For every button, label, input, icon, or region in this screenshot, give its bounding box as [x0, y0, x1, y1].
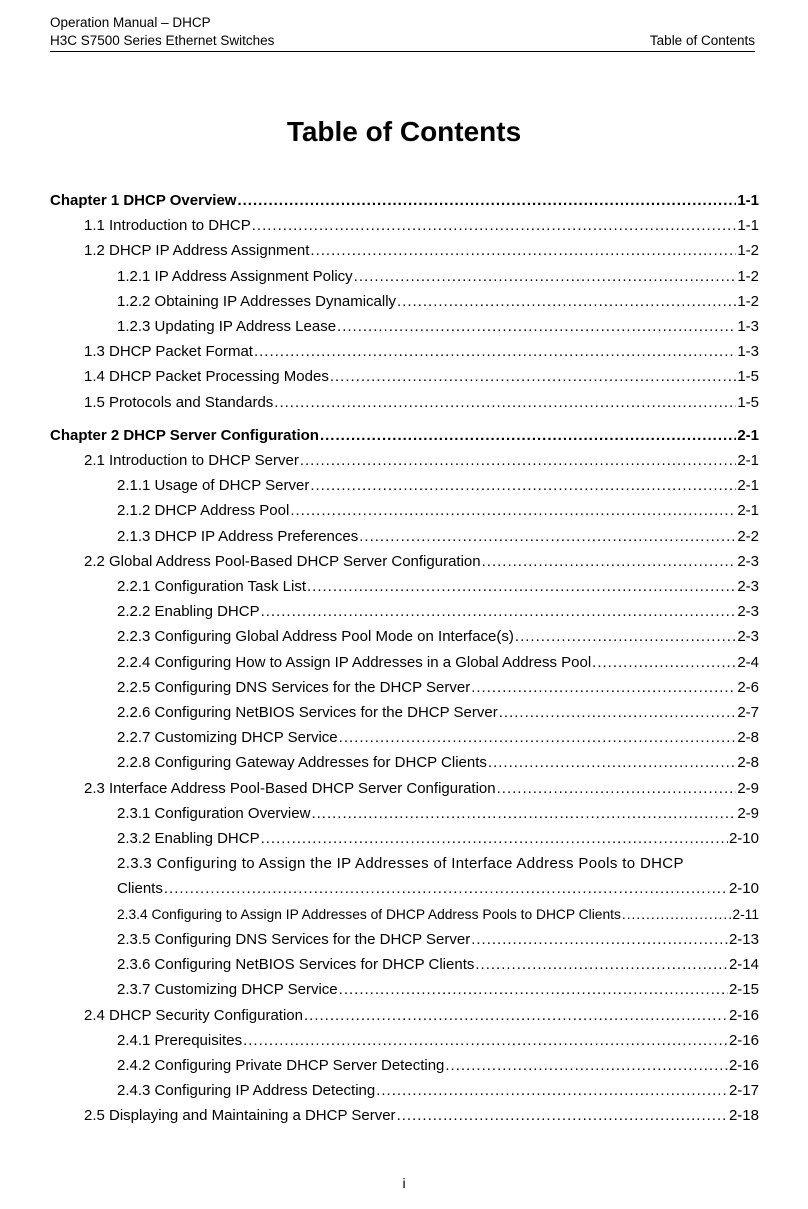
- toc-page-number: 1-5: [737, 393, 759, 411]
- toc-dot-leader: [376, 1078, 728, 1103]
- toc-page-number: 2-1: [737, 452, 759, 470]
- toc-page-number: 2-9: [737, 779, 759, 797]
- toc-entry[interactable]: [50, 1103, 759, 1128]
- toc-dot-leader: [311, 801, 736, 826]
- toc-page-number: 2-3: [737, 603, 759, 621]
- toc-page-number: 2-16: [728, 1031, 759, 1049]
- toc-page-number: 2-11: [732, 906, 759, 922]
- toc-entry-label: 2.3.2 Enabling DHCP: [117, 830, 260, 848]
- toc-entry[interactable]: [50, 289, 759, 314]
- toc-dot-leader: [320, 423, 736, 448]
- toc-entry-label: 2.4.1 Prerequisites: [117, 1031, 243, 1049]
- toc-dot-leader: [304, 1003, 728, 1028]
- toc-dot-leader: [497, 776, 737, 801]
- toc-entry[interactable]: [50, 448, 759, 473]
- toc-entry[interactable]: [50, 1028, 759, 1053]
- toc-page-number: 2-16: [728, 1006, 759, 1024]
- toc-entry[interactable]: [50, 574, 759, 599]
- toc-entry-label: 1.2.3 Updating IP Address Lease: [117, 318, 337, 336]
- toc-entry[interactable]: [50, 314, 759, 339]
- toc-page-number: 1-2: [737, 292, 759, 310]
- page-header: [50, 14, 755, 50]
- toc-dot-leader: [330, 364, 736, 389]
- toc-entry[interactable]: [50, 750, 759, 775]
- toc-entry-label: Chapter 2 DHCP Server Configuration: [50, 426, 319, 444]
- toc-entry[interactable]: [50, 473, 759, 498]
- toc-entry-label: 2.1 Introduction to DHCP Server: [84, 452, 299, 470]
- toc-entry[interactable]: [50, 364, 759, 389]
- page-number: i: [402, 1175, 406, 1191]
- toc-page-number: 2-9: [737, 804, 759, 822]
- toc-entry-label: 2.2.1 Configuration Task List: [117, 578, 307, 596]
- toc-entry-label: Clients: [117, 880, 163, 898]
- toc-entry[interactable]: [50, 1003, 759, 1028]
- toc-page-number: 1-3: [737, 343, 759, 361]
- toc-dot-leader: [164, 876, 728, 901]
- toc-dot-leader: [261, 826, 728, 851]
- toc-entry-label: 2.2.8 Configuring Gateway Addresses for DHCP Clients: [117, 754, 487, 772]
- toc-entry[interactable]: [50, 390, 759, 415]
- toc-entry-label: 1.3 DHCP Packet Format: [84, 343, 253, 361]
- page-title: Table of Contents: [286, 116, 522, 147]
- toc-dot-leader: [300, 448, 736, 473]
- toc-entry-label: 2.1.2 DHCP Address Pool: [117, 502, 290, 520]
- toc-entry-label: 2.1.3 DHCP IP Address Preferences: [117, 527, 359, 545]
- toc-page-number: 2-8: [737, 754, 759, 772]
- toc-page-number: 2-4: [737, 653, 759, 671]
- header-manual-title: Operation Manual – DHCP: [50, 15, 211, 30]
- toc-dot-leader: [274, 390, 736, 415]
- toc-entry-label: 1.4 DHCP Packet Processing Modes: [84, 368, 329, 386]
- toc-entry-label: 2.2.7 Customizing DHCP Service: [117, 729, 338, 747]
- toc-dot-leader: [354, 264, 737, 289]
- header-section-name: Table of Contents: [649, 33, 755, 48]
- toc-entry[interactable]: [50, 650, 759, 675]
- toc-entry-label: 2.3.7 Customizing DHCP Service: [117, 981, 338, 999]
- toc-entry[interactable]: [50, 213, 759, 238]
- toc-entry-label: 2.2.2 Enabling DHCP: [117, 603, 260, 621]
- table-of-contents: [50, 188, 759, 1129]
- toc-page-number: 2-17: [728, 1082, 759, 1100]
- toc-chapter-entry[interactable]: [50, 188, 759, 213]
- toc-dot-leader: [445, 1053, 728, 1078]
- toc-page-number: 2-3: [737, 628, 759, 646]
- toc-dot-leader: [254, 339, 736, 364]
- toc-entry[interactable]: [50, 876, 759, 901]
- toc-entry-label: 2.2.5 Configuring DNS Services for the DHCP Server: [117, 678, 471, 696]
- toc-entry-label-line1[interactable]: 2.3.3 Configuring to Assign the IP Addresses of Interface Address Pools to DHCP: [117, 855, 684, 873]
- toc-entry-label: 1.2.2 Obtaining IP Addresses Dynamically: [117, 292, 397, 310]
- toc-entry[interactable]: [50, 725, 759, 750]
- toc-entry[interactable]: [50, 801, 759, 826]
- toc-page-number: 2-6: [737, 678, 759, 696]
- toc-entry[interactable]: [50, 675, 759, 700]
- toc-page-number: 2-7: [737, 704, 759, 722]
- toc-page-number: 2-15: [728, 981, 759, 999]
- toc-entry-label: 2.5 Displaying and Maintaining a DHCP Server: [84, 1107, 396, 1125]
- toc-dot-leader: [237, 188, 736, 213]
- toc-page-number: 2-2: [737, 527, 759, 545]
- toc-dot-leader: [359, 524, 736, 549]
- toc-entry[interactable]: [50, 952, 759, 977]
- toc-entry-label: 1.5 Protocols and Standards: [84, 393, 274, 411]
- toc-entry-label: 2.3.1 Configuration Overview: [117, 804, 311, 822]
- toc-dot-leader: [397, 289, 736, 314]
- toc-page-number: 2-10: [728, 830, 759, 848]
- toc-entry-label: 2.2.4 Configuring How to Assign IP Addresses in a Global Address Pool: [117, 653, 592, 671]
- toc-entry-label: 2.3.4 Configuring to Assign IP Addresses of DHCP Address Pools to DHCP Clients: [117, 906, 621, 922]
- toc-page-number: 2-13: [728, 930, 759, 948]
- toc-entry[interactable]: [50, 700, 759, 725]
- toc-dot-leader: [243, 1028, 728, 1053]
- toc-dot-leader: [515, 624, 736, 649]
- toc-dot-leader: [622, 902, 732, 927]
- toc-entry[interactable]: [50, 498, 759, 523]
- toc-page-number: 2-3: [737, 578, 759, 596]
- toc-page-number: 2-8: [737, 729, 759, 747]
- toc-entry[interactable]: [50, 339, 759, 364]
- toc-entry-label: 2.2.6 Configuring NetBIOS Services for the DHCP Server: [117, 704, 498, 722]
- toc-dot-leader: [290, 498, 736, 523]
- toc-dot-leader: [482, 549, 737, 574]
- toc-page-number: 2-1: [737, 426, 759, 444]
- header-product-name: H3C S7500 Series Ethernet Switches: [50, 33, 275, 48]
- toc-chapter-entry[interactable]: [50, 423, 759, 448]
- toc-dot-leader: [310, 473, 736, 498]
- toc-entry[interactable]: [50, 264, 759, 289]
- toc-page-number: 1-2: [737, 267, 759, 285]
- toc-entry-label: 2.4.2 Configuring Private DHCP Server Detecting: [117, 1056, 445, 1074]
- toc-entry-label: 1.2.1 IP Address Assignment Policy: [117, 267, 353, 285]
- toc-entry-label: 2.4 DHCP Security Configuration: [84, 1006, 303, 1024]
- toc-dot-leader: [499, 700, 737, 725]
- toc-dot-leader: [475, 952, 728, 977]
- toc-entry-label: 2.1.1 Usage of DHCP Server: [117, 477, 310, 495]
- toc-page-number: 2-3: [737, 552, 759, 570]
- toc-entry-label: 2.2.3 Configuring Global Address Pool Mode on Interface(s): [117, 628, 514, 646]
- toc-entry[interactable]: [50, 624, 759, 649]
- toc-page-number: 1-2: [737, 242, 759, 260]
- toc-entry[interactable]: [50, 902, 759, 927]
- toc-entry[interactable]: [50, 977, 759, 1002]
- toc-entry-label: 2.4.3 Configuring IP Address Detecting: [117, 1082, 376, 1100]
- toc-dot-leader: [471, 927, 728, 952]
- toc-page-number: 2-14: [728, 956, 759, 974]
- toc-page-number: 2-1: [737, 502, 759, 520]
- toc-dot-leader: [261, 599, 737, 624]
- toc-dot-leader: [339, 977, 728, 1002]
- toc-entry[interactable]: [50, 599, 759, 624]
- toc-entry-label: 1.2 DHCP IP Address Assignment: [84, 242, 310, 260]
- toc-entry[interactable]: [50, 524, 759, 549]
- toc-entry-label: 2.3.5 Configuring DNS Services for the DHCP Server: [117, 930, 471, 948]
- toc-page-number: 2-10: [728, 880, 759, 898]
- toc-dot-leader: [252, 213, 737, 238]
- toc-page-number: 1-1: [737, 192, 759, 209]
- toc-entry-label: 2.3 Interface Address Pool-Based DHCP Server Configuration: [84, 779, 496, 797]
- toc-entry[interactable]: [50, 826, 759, 851]
- toc-entry[interactable]: [50, 1053, 759, 1078]
- toc-entry-label: Chapter 1 DHCP Overview: [50, 192, 237, 209]
- toc-dot-leader: [397, 1103, 728, 1128]
- toc-page-number: 2-16: [728, 1056, 759, 1074]
- toc-page-number: 2-1: [737, 477, 759, 495]
- toc-entry-label: 1.1 Introduction to DHCP: [84, 217, 251, 235]
- toc-page-number: 1-1: [737, 217, 759, 235]
- toc-page-number: 1-5: [737, 368, 759, 386]
- toc-page-number: 2-18: [728, 1107, 759, 1125]
- toc-dot-leader: [307, 574, 736, 599]
- toc-entry[interactable]: [50, 927, 759, 952]
- toc-dot-leader: [488, 750, 736, 775]
- toc-dot-leader: [471, 675, 736, 700]
- toc-dot-leader: [310, 238, 736, 263]
- toc-dot-leader: [337, 314, 736, 339]
- toc-entry-label: 2.2 Global Address Pool-Based DHCP Server Configuration: [84, 552, 481, 570]
- toc-entry[interactable]: [50, 1078, 759, 1103]
- header-rule: [50, 51, 755, 52]
- toc-dot-leader: [592, 650, 736, 675]
- toc-dot-leader: [339, 725, 737, 750]
- toc-entry[interactable]: [50, 776, 759, 801]
- toc-entry[interactable]: [50, 238, 759, 263]
- toc-page-number: 1-3: [737, 318, 759, 336]
- toc-entry[interactable]: [50, 549, 759, 574]
- toc-entry-label: 2.3.6 Configuring NetBIOS Services for DHCP Clients: [117, 956, 475, 974]
